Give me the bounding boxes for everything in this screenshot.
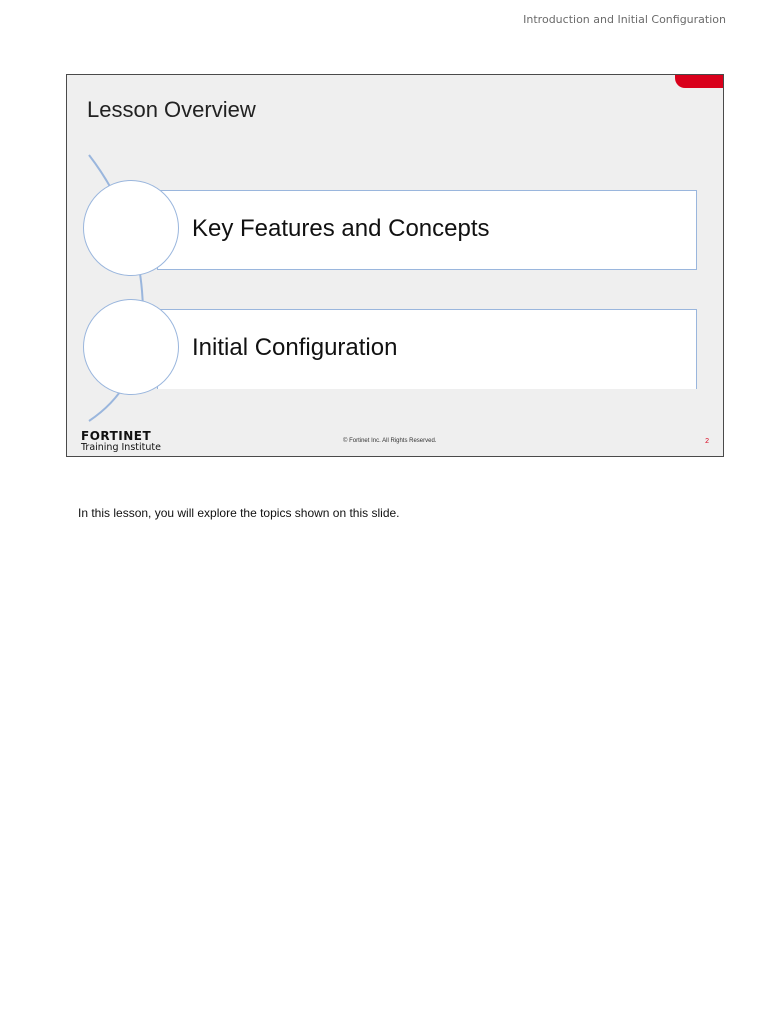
fortinet-logo <box>81 430 161 454</box>
topic-bullet-circle <box>83 180 179 276</box>
topic-bullet-circle <box>83 299 179 395</box>
speaker-notes: In this lesson, you will explore the topics shown on this slide. <box>78 506 400 520</box>
accent-tab <box>675 74 724 88</box>
slide-page-number: 2 <box>705 438 709 445</box>
topic-label: Initial Configuration <box>192 334 398 361</box>
topic-label: Key Features and Concepts <box>192 215 490 242</box>
slide-title: Lesson Overview <box>87 97 256 122</box>
slide <box>66 74 724 457</box>
logo-subtitle: Training Institute <box>81 442 161 453</box>
topic-card-key-features <box>157 190 697 270</box>
logo-wordmark: FORTINET <box>81 429 152 443</box>
topic-card-initial-configuration <box>157 309 697 389</box>
running-header: Introduction and Initial Configuration <box>523 13 726 26</box>
copyright-text: © Fortinet Inc. All Rights Reserved. <box>343 438 437 444</box>
